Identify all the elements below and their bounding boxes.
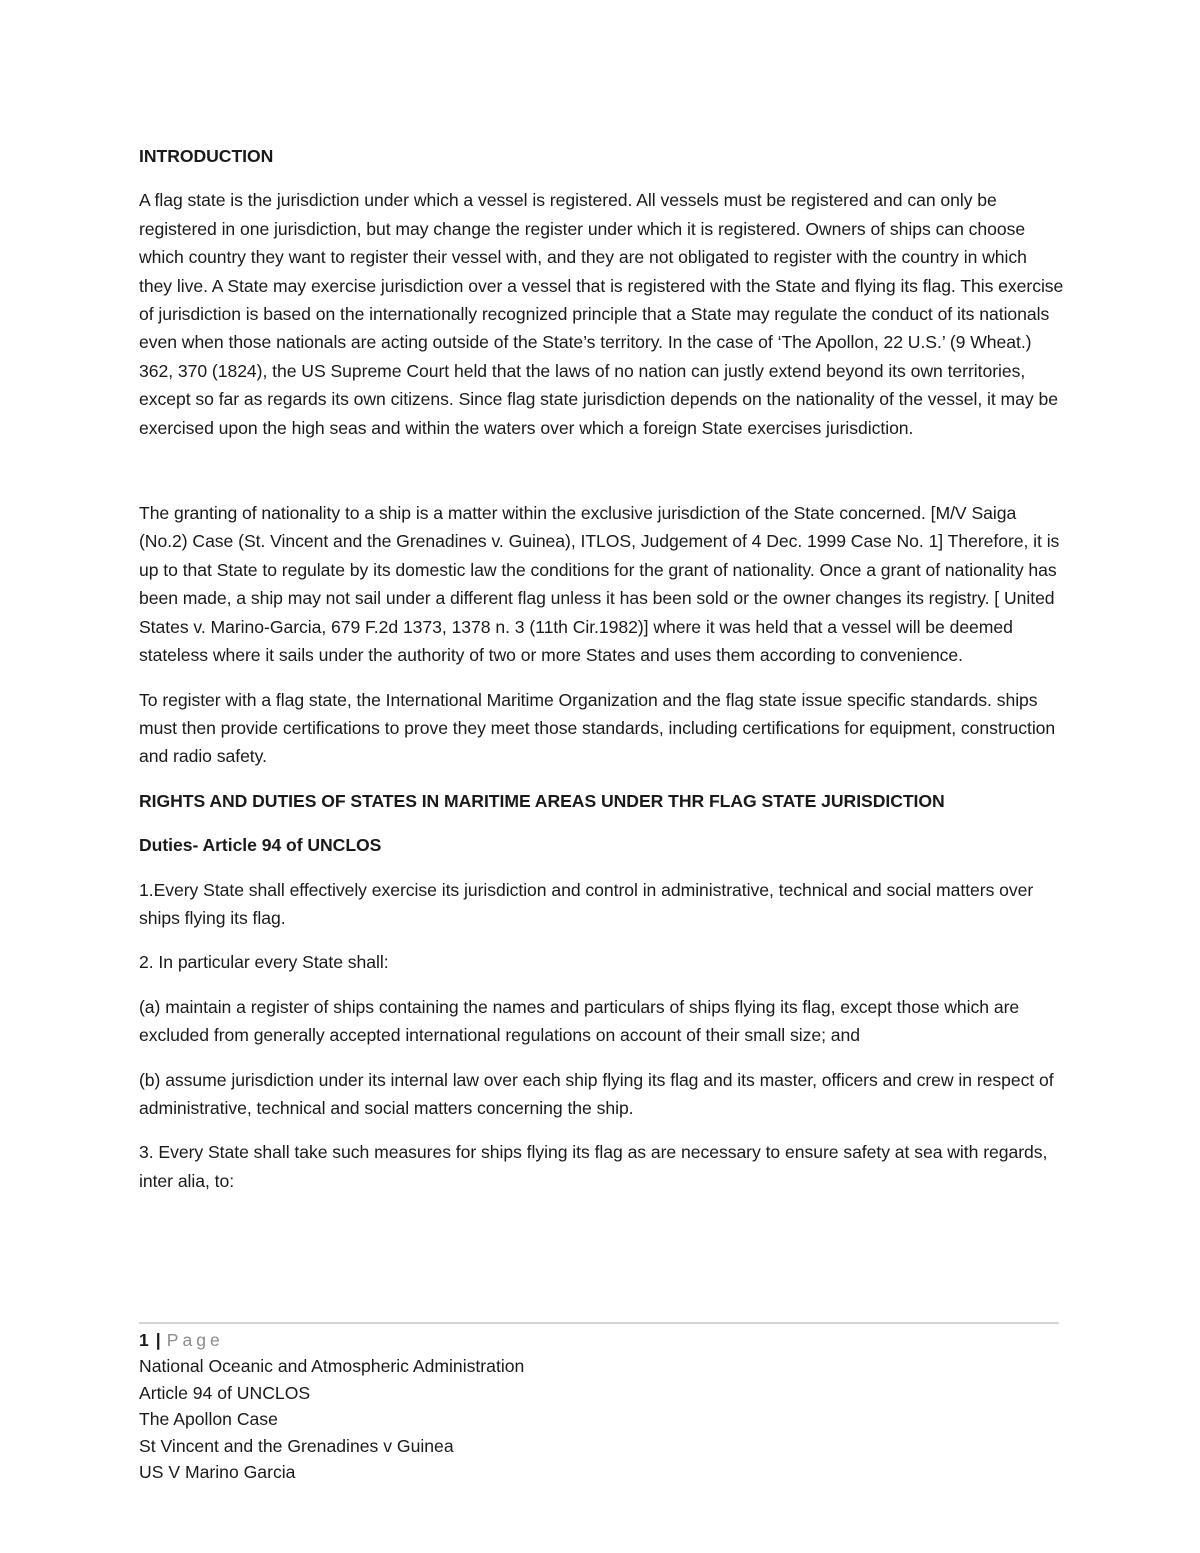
duty-item-2b: (b) assume jurisdiction under its internal law over each ship flying its flag and its master, officers and crew in respect of administrative, technical and social matters concerning the ship. <box>139 1069 1054 1118</box>
duty-item-2a: (a) maintain a register of ships containing the names and particulars of ships flying its flag, except those which are excluded from generally accepted international regulations on account of their small size; and <box>139 996 1020 1046</box>
page-number: 1 <box>139 1330 149 1350</box>
paragraph-flag-state: A flag state is the jurisdiction under which a vessel is registered. All vessels must be registered and can only be registered in one jurisdiction, but may change the register under which it is registered. Owners of ships can choose which country they want to register their vessel with, and they are not obligated to register with the country in which they live. A State may exercise jurisdiction over a vessel that is registered with the State and flying its flag. This exercise of jurisdiction is based on the internationally recognized principle that a State may regulate the conduct of its nationals even when those nationals are acting outside of the State’s territory. In the case of ‘The Apollon, 22 U.S.’ (9 Wheat.) 362, 370 (1824), the US Supreme Court held that the laws of no nation can justly extend beyond its own territories, except so far as regards its own citizens. Since flag state jurisdiction depends on the nationality of the vessel, it may be exercised upon the high seas and within the waters over which a foreign State exercises jurisdiction. <box>139 190 1064 438</box>
heading-duties-article-94: Duties- Article 94 of UNCLOS <box>139 835 382 856</box>
document-body <box>139 142 1064 1195</box>
page-label: Page <box>166 1330 224 1350</box>
reference-item: St Vincent and the Grenadines v Guinea <box>139 1435 454 1456</box>
duty-item-2: 2. In particular every State shall: <box>139 952 389 973</box>
paragraph-registration: To register with a flag state, the International Maritime Organization and the flag state issue specific standards. ships must then provide certifications to prove they meet those standards, including certifications for equipment, construction and radio safety. <box>139 689 1056 767</box>
page-number-line <box>139 1327 1059 1353</box>
footer-divider <box>139 1322 1059 1324</box>
heading-introduction: INTRODUCTION <box>139 146 274 166</box>
reference-item: National Oceanic and Atmospheric Administration <box>139 1356 525 1377</box>
paragraph-nationality: The granting of nationality to a ship is a matter within the exclusive jurisdiction of the State concerned. [M/V Saiga (No.2) Case (St. Vincent and the Grenadines v. Guinea), ITLOS, Judgement of 4 Dec. 1999 Case No. 1] Therefore, it is up to that State to regulate by its domestic law the conditions for the grant of nationality. Once a grant of nationality has been made, a ship may not sail under a different flag unless it has been sold or the owner changes its registry. [ United States v. Marino-Garcia, 679 F.2d 1373, 1378 n. 3 (11th Cir.1982)] where it was held that a vessel will be deemed stateless where it sails under the authority of two or more States and uses them according to convenience. <box>139 503 1060 666</box>
reference-item: US V Marino Garcia <box>139 1462 296 1483</box>
duty-item-1: 1.Every State shall effectively exercise its jurisdiction and control in administrative, technical and social matters over ships flying its flag. <box>139 879 1034 928</box>
heading-rights-and-duties: RIGHTS AND DUTIES OF STATES IN MARITIME AREAS UNDER THR FLAG STATE JURISDICTION <box>139 790 945 811</box>
reference-item: The Apollon Case <box>139 1409 278 1430</box>
page-separator: | <box>155 1330 161 1350</box>
duty-item-3: 3. Every State shall take such measures for ships flying its flag as are necessary to ensure safety at sea with regards, inter alia, to: <box>139 1142 1048 1191</box>
page-footer <box>139 1327 1059 1485</box>
reference-item: Article 94 of UNCLOS <box>139 1382 311 1403</box>
